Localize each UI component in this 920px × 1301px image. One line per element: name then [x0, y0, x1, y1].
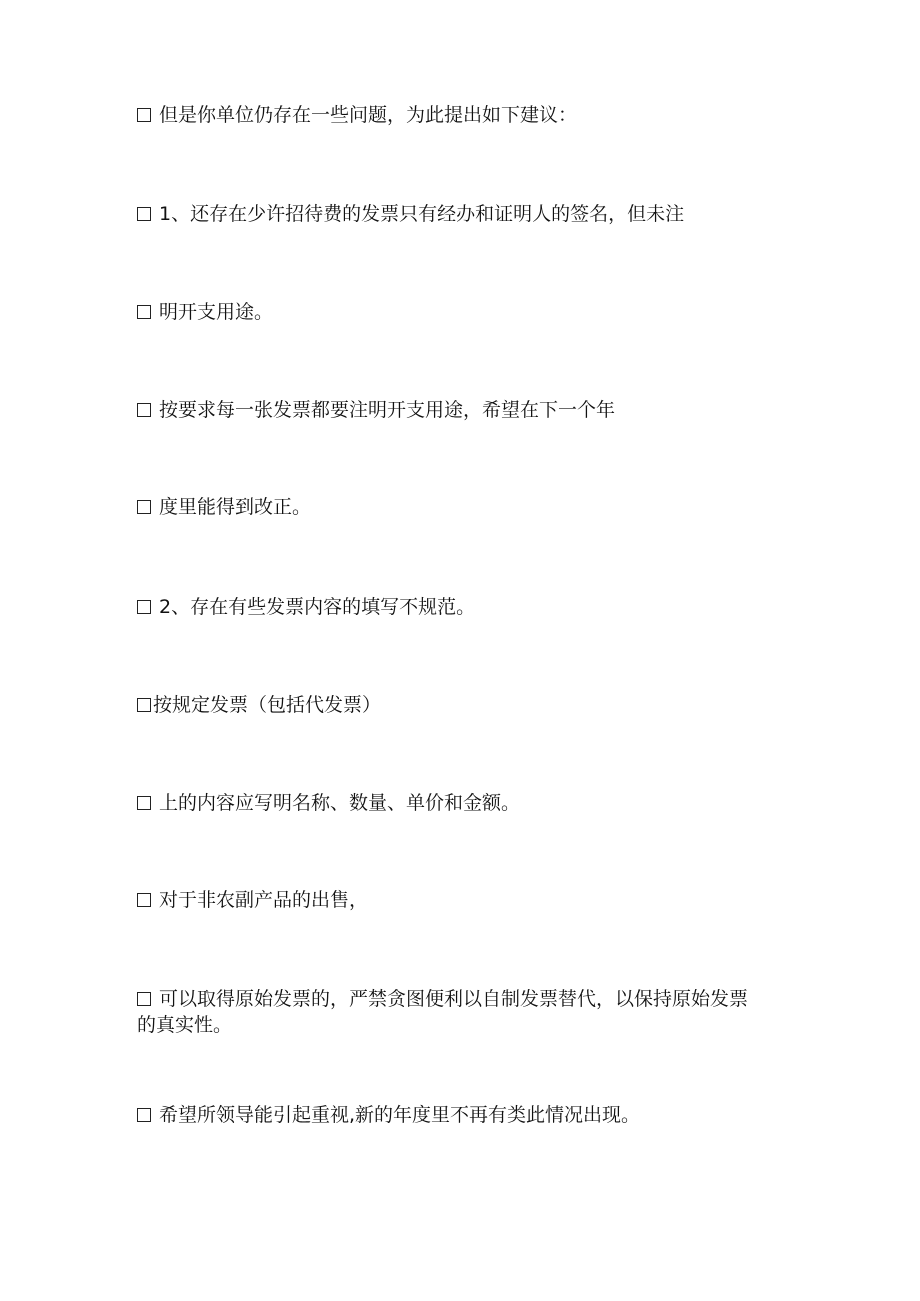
checkbox-icon: [137, 992, 151, 1006]
paragraph: [137, 692, 777, 718]
paragraph-text: 对于非农副产品的出售，: [159, 889, 369, 911]
paragraph-text: 希望所领导能引起重视,新的年度里不再有类此情况出现。: [159, 1104, 641, 1126]
checkbox-icon: [137, 500, 151, 514]
paragraph-text: 明开支用途。: [159, 301, 274, 323]
checkbox-icon: [137, 403, 151, 417]
checkbox-icon: [137, 108, 151, 122]
paragraph: [137, 299, 777, 325]
paragraph: [137, 102, 777, 128]
paragraph-text: 上的内容应写明名称、数量、单价和金额。: [159, 792, 521, 814]
checkbox-icon: [137, 207, 151, 221]
paragraph-text: 但是你单位仍存在一些问题，为此提出如下建议：: [159, 104, 578, 126]
paragraph: [137, 201, 777, 227]
paragraph: [137, 397, 777, 423]
checkbox-icon: [137, 796, 151, 810]
checkbox-icon: [137, 893, 151, 907]
paragraph-text: 度里能得到改正。: [159, 496, 312, 518]
paragraph: [137, 594, 777, 620]
paragraph: [137, 494, 777, 520]
paragraph: [137, 986, 752, 1038]
paragraph-text: 1、还存在少许招待费的发票只有经办和证明人的签名，但未注: [159, 203, 685, 225]
paragraph: [137, 790, 777, 816]
paragraph-text: 可以取得原始发票的，严禁贪图便利以自制发票替代，以保持原始发票的真实性。: [137, 988, 749, 1036]
paragraph-text: 按要求每一张发票都要注明开支用途，希望在下一个年: [159, 399, 616, 421]
checkbox-icon: [137, 305, 151, 319]
paragraph-text: 2、存在有些发票内容的填写不规范。: [159, 596, 476, 618]
paragraph: [137, 1102, 777, 1128]
paragraph: [137, 887, 777, 913]
checkbox-icon: [137, 1108, 151, 1122]
checkbox-icon: [137, 600, 151, 614]
paragraph-text: 按规定发票（包括代发票）: [153, 694, 382, 716]
checkbox-icon: [137, 698, 151, 712]
